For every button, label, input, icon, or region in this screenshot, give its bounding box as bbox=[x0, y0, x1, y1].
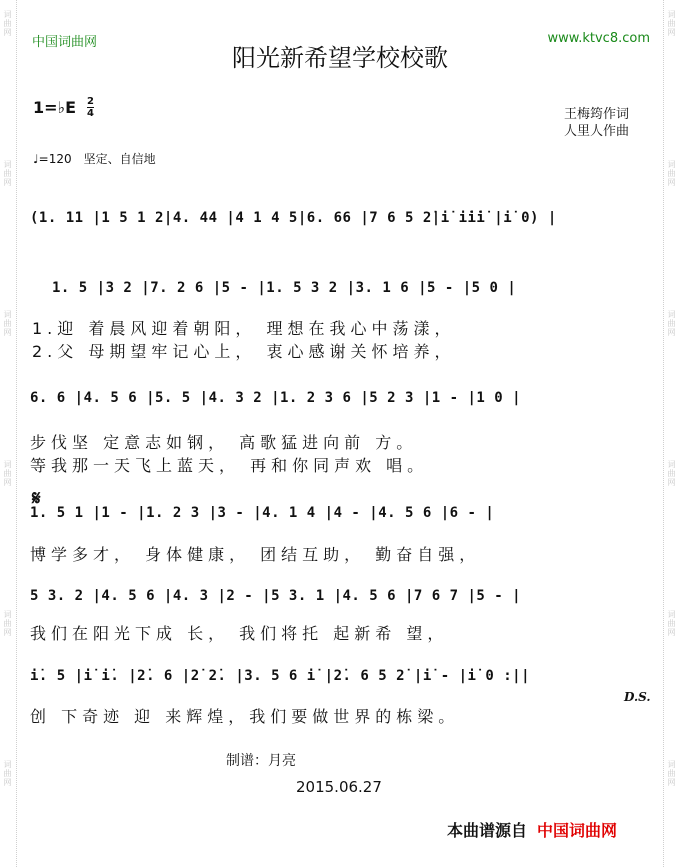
time-signature-top: 2 bbox=[87, 96, 94, 107]
watermark-text: 词曲网 bbox=[667, 760, 676, 787]
segno-sign: 𝄋 bbox=[32, 486, 41, 510]
score-row-1 bbox=[30, 210, 654, 226]
site-url-right[interactable]: www.ktvc8.com bbox=[547, 31, 650, 46]
watermark-text: 词曲网 bbox=[3, 10, 12, 37]
score-row-4 bbox=[30, 505, 654, 521]
score-row-5 bbox=[30, 588, 654, 604]
song-title: 阳光新希望学校校歌 bbox=[232, 44, 448, 72]
right-watermark-strip bbox=[663, 0, 680, 867]
watermark-text: 词曲网 bbox=[3, 460, 12, 487]
score-row-2 bbox=[30, 280, 654, 296]
source-label: 本曲谱源自 bbox=[447, 821, 528, 840]
left-watermark-strip bbox=[0, 0, 17, 867]
lyric-line-4: 我们在阳光下成 长， 我们将托 起新希 望， bbox=[30, 624, 449, 643]
lyric-line-5: 创 下奇迹 迎 来辉煌，我们要做世界的栋梁。 bbox=[30, 707, 460, 726]
lyricist-credit: 王梅筠作词 bbox=[564, 107, 630, 122]
dal-segno-marking: D.S. bbox=[624, 690, 651, 704]
watermark-text: 词曲网 bbox=[667, 10, 676, 37]
transcription-date: 2015.06.27 bbox=[296, 778, 382, 796]
notation-line: 5 3. 2 |4. 5 6 |4. 3 |2 - |5 3. 1 |4. 5 6 |7 6 7 |5 - | bbox=[30, 588, 522, 604]
watermark-text: 词曲网 bbox=[3, 310, 12, 337]
lyric-line-2b: 等我那一天飞上蓝天， 再和你同声欢 唱。 bbox=[30, 456, 429, 475]
time-signature bbox=[87, 96, 94, 119]
lyric-line-1b: 2.父 母期望牢记心上， 衷心感谢关怀培养， bbox=[32, 342, 456, 361]
lyric-line-1a: 1.迎 着晨风迎着朝阳， 理想在我心中荡漾， bbox=[32, 319, 456, 338]
notation-line: 6. 6 |4. 5 6 |5. 5 |4. 3 2 |1. 2 3 6 |5 2 3 |1 - |1 0 | bbox=[30, 390, 522, 406]
time-signature-bottom: 4 bbox=[87, 108, 94, 119]
notation-line: i̇. 5 |i̇ i̇. |2̇. 6 |2̇ 2̇. |3. 5 6 i̇ |2̇. 6 5 2̇ |i̇ - |i̇ 0 :|| bbox=[30, 668, 531, 684]
source-line bbox=[447, 818, 617, 841]
tempo-marking bbox=[33, 150, 156, 167]
lyric-line-2a: 步伐坚 定意志如钢， 高歌猛进向前 方。 bbox=[30, 433, 418, 452]
watermark-text: 词曲网 bbox=[3, 760, 12, 787]
notation-line: (1. 11 |1 5 1 2|4. 44 |4 1 4 5|6. 66 |7 6 5 2̇|i̇ i̇i̇i̇ |i̇ 0) | bbox=[30, 210, 557, 226]
site-name-left[interactable]: 中国词曲网 bbox=[32, 35, 98, 50]
watermark-text: 词曲网 bbox=[667, 610, 676, 637]
composer-credit: 人里人作曲 bbox=[564, 124, 630, 139]
notation-line: 1. 5 |3 2 |7. 2 6 |5 - |1. 5 3 2 |3. 1 6 |5 - |5 0 | bbox=[52, 280, 517, 296]
expression-text: 坚定、自信地 bbox=[83, 152, 156, 166]
score-row-6 bbox=[30, 668, 654, 684]
notation-line: 1. 5 1 |1 - |1. 2 3 |3 - |4. 1 4 |4 - |4. 5 6 |6 - | bbox=[30, 505, 495, 521]
tempo-value: ♩=120 bbox=[33, 152, 72, 166]
watermark-text: 词曲网 bbox=[667, 460, 676, 487]
score-row-3 bbox=[30, 390, 654, 406]
key-signature: 1=♭E bbox=[33, 98, 77, 117]
lyric-line-3: 博学多才， 身体健康， 团结互助， 勤奋自强， bbox=[30, 545, 481, 564]
watermark-text: 词曲网 bbox=[3, 160, 12, 187]
watermark-text: 词曲网 bbox=[667, 310, 676, 337]
source-brand-link[interactable]: 中国词曲网 bbox=[537, 821, 618, 840]
transcriber-credit: 制谱：月亮 bbox=[226, 753, 296, 769]
watermark-text: 词曲网 bbox=[667, 160, 676, 187]
watermark-text: 词曲网 bbox=[3, 610, 12, 637]
